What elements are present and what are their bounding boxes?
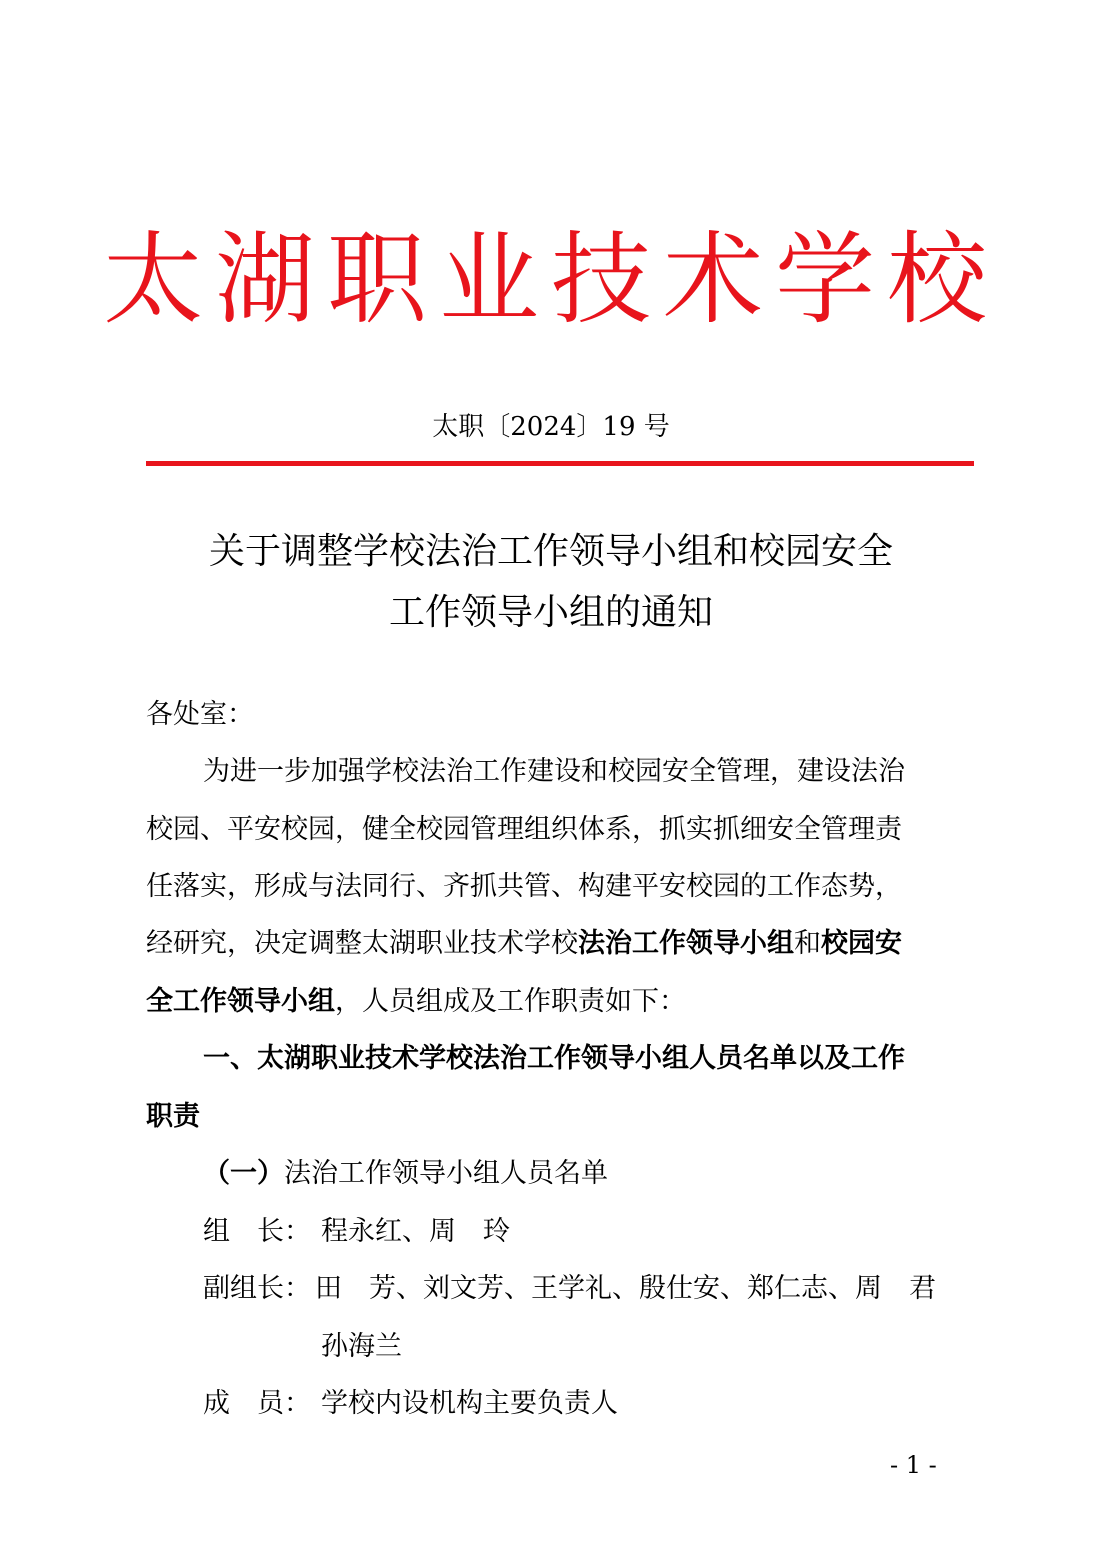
page-number: - 1 - xyxy=(890,1451,937,1479)
section-heading-line-1: 一、太湖职业技术学校法治工作领导小组人员名单以及工作 xyxy=(203,1043,905,1074)
paragraph-text: 经研究，决定调整太湖职业技术学校 xyxy=(146,928,578,959)
member-label: 成 员： xyxy=(203,1388,311,1419)
section-heading-line-2: 职责 xyxy=(146,1101,200,1132)
document-title-line-1: 关于调整学校法治工作领导小组和校园安全 xyxy=(208,531,893,572)
leader-names: 程永红、周 玲 xyxy=(321,1216,510,1247)
salutation: 各处室： xyxy=(146,699,254,730)
subsection-heading xyxy=(203,1154,608,1194)
document-number: 太职〔2024〕19 号 xyxy=(432,412,670,442)
paragraph-text: 和 xyxy=(794,928,821,959)
emphasis-group-name: 全工作领导小组 xyxy=(146,986,335,1017)
emphasis-group-name: 校园安 xyxy=(821,928,902,959)
paragraph-line: 任落实，形成与法同行、齐抓共管、构建平安校园的工作态势， xyxy=(146,871,902,902)
issuing-organization-header: 太湖职业技术学校 xyxy=(103,221,999,338)
leader-label: 组 长： xyxy=(203,1216,311,1247)
subsection-number: （一） xyxy=(203,1158,284,1189)
document-title-line-2: 工作领导小组的通知 xyxy=(388,592,713,633)
emphasis-group-name: 法治工作领导小组 xyxy=(578,928,794,959)
member-description: 学校内设机构主要负责人 xyxy=(321,1388,618,1419)
red-divider-line xyxy=(146,461,974,466)
paragraph-line xyxy=(146,982,686,1022)
deputy-leader-names-line-1: 田 芳、刘文芳、王学礼、殷仕安、郑仁志、周 君 xyxy=(315,1273,936,1304)
deputy-leader-names-line-2: 孙海兰 xyxy=(321,1331,402,1362)
paragraph-text: ，人员组成及工作职责如下： xyxy=(335,986,686,1017)
subsection-text: 法治工作领导小组人员名单 xyxy=(284,1158,608,1189)
paragraph-line xyxy=(146,924,902,964)
paragraph-line: 校园、平安校园，健全校园管理组织体系，抓实抓细安全管理责 xyxy=(146,814,902,845)
deputy-leader-label: 副组长： xyxy=(203,1273,311,1304)
paragraph-line: 为进一步加强学校法治工作建设和校园安全管理，建设法治 xyxy=(203,756,905,787)
